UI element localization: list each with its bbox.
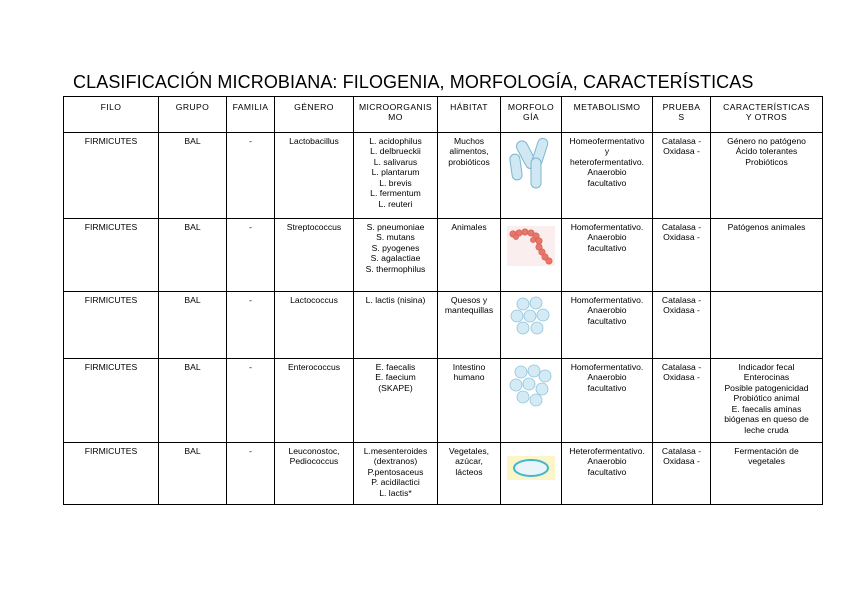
pruebas-cell: Catalasa - Oxidasa - [653, 292, 711, 359]
col-header-grupo: GRUPO [159, 97, 227, 133]
habitat-cell: Quesos y mantequillas [438, 292, 501, 359]
metabolismo-cell: Homeofermentativo y heterofermentativo. Anaerobio facultativo [562, 133, 653, 219]
grupo-cell: BAL [159, 292, 227, 359]
page-title: CLASIFICACIÓN MICROBIANA: FILOGENIA, MORFOLOGÍA, CARACTERÍSTICAS [73, 72, 754, 92]
pruebas-cell: Catalasa - Oxidasa - [653, 133, 711, 219]
table-row [64, 359, 823, 443]
morfologia-cell [501, 133, 562, 219]
filo-cell: FIRMICUTES [64, 292, 159, 359]
familia-cell: - [227, 133, 275, 219]
caracteristicas-cell: Fermentación de vegetales [711, 443, 823, 505]
pruebas-cell: Catalasa - Oxidasa - [653, 443, 711, 505]
pruebas-cell: Catalasa - Oxidasa - [653, 359, 711, 443]
filo-cell: FIRMICUTES [64, 219, 159, 292]
header-row [64, 97, 823, 133]
caracteristicas-cell: Indicador fecal Enterocinas Posible patogenicidad Probiótico animal E. faecalis aminas biógenas en queso de leche cruda [711, 359, 823, 443]
cocci-chain-icon [505, 222, 557, 272]
table-row [64, 133, 823, 219]
col-header-morfologia: MORFOLO GÍA [501, 97, 562, 133]
classification-table [63, 96, 823, 505]
metabolismo-cell: Heterofermentativo. Anaerobio facultativo [562, 443, 653, 505]
familia-cell: - [227, 219, 275, 292]
grupo-cell: BAL [159, 133, 227, 219]
filo-cell: FIRMICUTES [64, 443, 159, 505]
genero-cell: Streptococcus [275, 219, 354, 292]
grupo-cell: BAL [159, 443, 227, 505]
morfologia-cell [501, 292, 562, 359]
filo-cell: FIRMICUTES [64, 359, 159, 443]
caracteristicas-cell: Género no patógeno Ácido tolerantes Probióticos [711, 133, 823, 219]
metabolismo-cell: Homofermentativo. Anaerobio facultativo [562, 359, 653, 443]
microorganismo-cell: L. lactis (nisina) [354, 292, 438, 359]
col-header-microorganismo: MICROORGANIS MO [354, 97, 438, 133]
table-row [64, 219, 823, 292]
grupo-cell: BAL [159, 359, 227, 443]
morfologia-cell [501, 443, 562, 505]
ovoid-cell-icon [505, 446, 557, 482]
cocci-cluster-icon [505, 362, 557, 410]
col-header-caracteristicas: CARACTERÍSTICAS Y OTROS [711, 97, 823, 133]
col-header-familia: FAMILIA [227, 97, 275, 133]
table-row [64, 443, 823, 505]
caracteristicas-cell [711, 292, 823, 359]
grupo-cell: BAL [159, 219, 227, 292]
pruebas-cell: Catalasa - Oxidasa - [653, 219, 711, 292]
microorganismo-cell: L.mesenteroides (dextranos) P.pentosaceus P. acidilactici L. lactis* [354, 443, 438, 505]
cocci-cluster-icon [505, 295, 557, 341]
familia-cell: - [227, 443, 275, 505]
col-header-metabolismo: METABOLISMO [562, 97, 653, 133]
habitat-cell: Vegetales, azúcar, lácteos [438, 443, 501, 505]
col-header-pruebas: PRUEBA S [653, 97, 711, 133]
genero-cell: Leuconostoc, Pediococcus [275, 443, 354, 505]
familia-cell: - [227, 359, 275, 443]
habitat-cell: Intestino humano [438, 359, 501, 443]
caracteristicas-cell: Patógenos animales [711, 219, 823, 292]
col-header-genero: GÉNERO [275, 97, 354, 133]
col-header-habitat: HÁBITAT [438, 97, 501, 133]
habitat-cell: Muchos alimentos, probióticos [438, 133, 501, 219]
habitat-cell: Animales [438, 219, 501, 292]
microorganismo-cell: E. faecalis E. faecium (SKAPE) [354, 359, 438, 443]
col-header-filo: FILO [64, 97, 159, 133]
familia-cell: - [227, 292, 275, 359]
genero-cell: Enterococcus [275, 359, 354, 443]
genero-cell: Lactobacillus [275, 133, 354, 219]
table-row [64, 292, 823, 359]
morfologia-cell [501, 219, 562, 292]
morfologia-cell [501, 359, 562, 443]
filo-cell: FIRMICUTES [64, 133, 159, 219]
rod-bacteria-icon [505, 136, 557, 192]
metabolismo-cell: Homofermentativo. Anaerobio facultativo [562, 292, 653, 359]
metabolismo-cell: Homofermentativo. Anaerobio facultativo [562, 219, 653, 292]
genero-cell: Lactococcus [275, 292, 354, 359]
microorganismo-cell: L. acidophilus L. delbrueckii L. salivarus L. plantarum L. brevis L. fermentum L. reuteri [354, 133, 438, 219]
microorganismo-cell: S. pneumoniae S. mutans S. pyogenes S. agalactiae S. thermophilus [354, 219, 438, 292]
